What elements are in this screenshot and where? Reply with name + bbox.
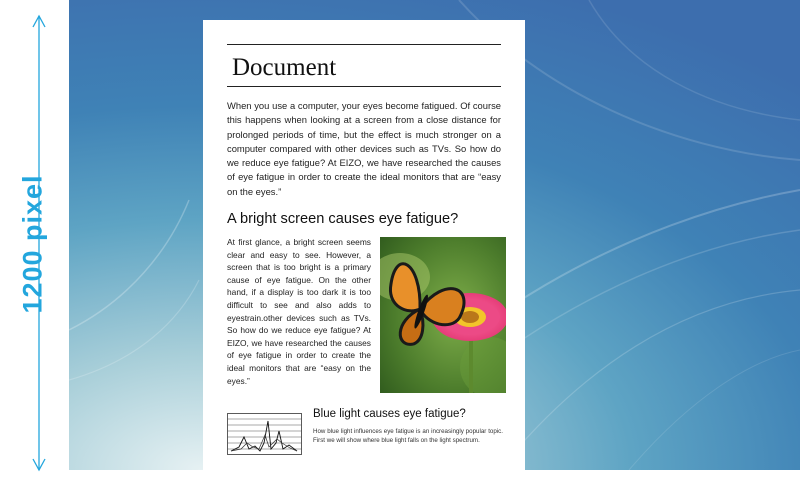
dimension-indicator xyxy=(0,0,68,489)
intro-paragraph: When you use a computer, your eyes become fatigued. Of course this happens when looking at a screen from a close distance for prolonged periods of time, but the effect is much stronger on a computer compared with other devices such as TVs. So how do we reduce eye fatigue? At EIZO, we have researched the causes of eye fatigue in order to create the ideal monitors that are “easy on the eyes.” xyxy=(227,100,501,197)
document-page xyxy=(203,20,525,470)
butterfly-on-flower-photo xyxy=(380,237,506,393)
section-body-blue-light: How blue light influences eye fatigue is an increasingly popular topic. First we will show where blue light falls on the light spectrum. xyxy=(313,428,503,445)
title-rule-bottom xyxy=(227,86,501,87)
title-rule-top xyxy=(227,44,501,45)
section-body-bright-screen: At first glance, a bright screen seems clear and easy to see. However, a screen that is too bright is a primary cause of eye fatigue. On the other hand, if a display is too dark it is too difficult to see and also adds to eyestrain.other devices such as TVs. So how do we reduce eye fatigue? At EIZO, we have researched the causes of eye fatigue in order to create the ideal monitors that are “easy on the eyes.” xyxy=(227,237,371,386)
light-spectrum-graph-icon xyxy=(227,413,302,455)
document-title: Document xyxy=(232,54,337,81)
dimension-label: 1200 pixel xyxy=(17,174,48,314)
section-heading-bright-screen: A bright screen causes eye fatigue? xyxy=(227,211,459,227)
section-heading-blue-light: Blue light causes eye fatigue? xyxy=(313,408,466,420)
desktop-wallpaper xyxy=(69,0,800,470)
